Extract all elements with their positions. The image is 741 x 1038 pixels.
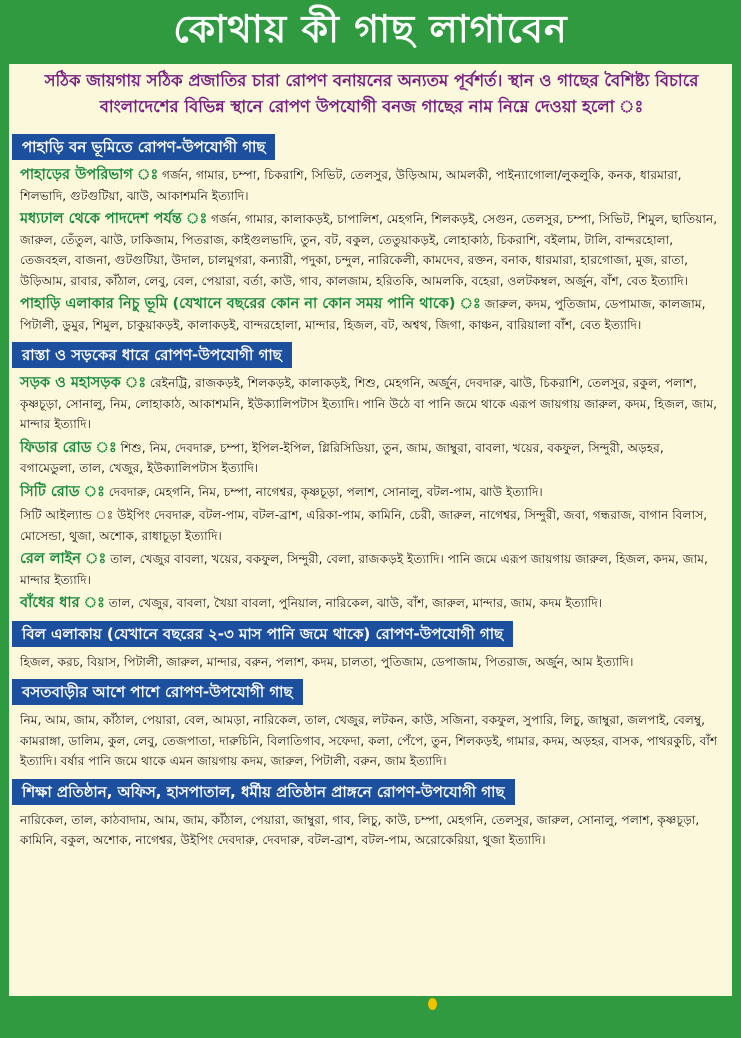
left-border: [0, 0, 9, 1038]
section-wetland: [20, 617, 723, 673]
section-heading: বিল এলাকায় (যেখানে বছরের ২-৩ মাস পানি জমে থাকে) রোপণ-উপযোগী গাছ: [12, 621, 513, 647]
list-item: [20, 593, 723, 614]
entry-text: শিশু, নিম, দেবদারু, চম্পা, ইপিল-ইপিল, গ্লিরিসিডিয়া, তুন, জাম, জাম্বুরা, বাবলা, খয়ের, বকফুল, সিন্দুরী, অড়হর, বগামেডুলা, তাল, খেজুর, ইউক্যালিপটাস ইত্যাদি।: [20, 440, 664, 475]
section-homestead: [20, 675, 723, 772]
page-title: কোথায় কী গাছ লাগাবেন: [0, 0, 741, 64]
entry-label: ফিডার রোড ঃ: [20, 439, 117, 456]
entry-label: সিটি রোড ঃ: [20, 483, 105, 500]
footer-bar: [0, 996, 741, 1038]
list-item: সিটি আইল্যান্ড ঃ উইপিং দেবদারু, বটল-পাম, বটল-ব্রাশ, এরিকা-পাম, কামিনি, চেরী, জারুল, নাগেশ্বর, সিন্দুরী, জবা, গন্ধরাজ, বাগান বিলাস, মোসেন্ডা, থুজা, অশোক, রাধাচূড়া ইত্যাদি।: [20, 508, 708, 543]
list-item: নিম, আম, জাম, কাঁঠাল, পেয়ারা, বেল, আমড়া, নারিকেল, তাল, খেজুর, লটকন, কাউ, সজিনা, বকফুল, সুপারি, লিচু, জাম্বুরা, জলপাই, বেলম্বু, কামরাঙ্গা, ডালিম, কুল, লেবু, তেজপাতা, দারুচিনি, বিলাতিগাব, সফেদা, কলা, পেঁপে, তুন, শিলকড়ই, গামার, কদম, অড়হর, বাসক, পাথরকুচি, বাঁশ ইত্যাদি। বর্ষার পানি জমে থাকে এমন জায়গায় কদম, জারুল, পিটালী, বরুন, জাম ইত্যাদি।: [20, 713, 718, 768]
entry-label: রেল লাইন ঃ: [20, 551, 107, 567]
list-item: [20, 438, 723, 479]
entry-text: তাল, খেজুর বাবলা, খয়ের, বকফুল, সিন্দুরী, বেলা, রাজকড়ই ইত্যাদি। পানি জমে এরূপ জায়গায় জারুল, হিজল, কদম, জাম, মান্দার ইত্যাদি।: [20, 552, 708, 587]
entry-label: পাহাড়ের উপরিভাগ ঃ: [20, 167, 159, 183]
entry-text: রেইনট্রি, রাজকড়ই, শিলকড়ই, কালাকড়ই, শিশু, মেহগনি, অর্জুন, দেবদারু, ঝাউ, চিকরাশি, তেলসুর, রকুল, পলাশ, কৃষ্ণচূড়া, সোনালু, নিম, লোহাকাঠ, আকাশমনি, ইউক্যালিপটাস ইত্যাদি। পানি উঠে বা পানি জমে থাকে এরূপ জায়গায় জারুল, কদম, হিজল, জাম, মান্দার ইত্যাদি।: [20, 376, 718, 431]
list-item: [20, 373, 723, 435]
section-hill-forest: [20, 130, 723, 335]
entry-text: দেবদারু, মেহগনি, নিম, চম্পা, নাগেশ্বর, কৃষ্ণচূড়া, পলাশ, সোনালু, বটল-পাম, ঝাউ ইত্যাদি।: [104, 484, 543, 499]
entry-text: গর্জন, গামার, কালাকড়ই, চাপালিশ, মেহগনি, শিলকড়ই, সেগুন, তেলসুর, চম্পা, সিভিট, শিমুল, ছাতিয়ান, জারুল, তেঁতুল, ঝাউ, ঢাকিজাম, পিতরাজ, কাইগুলভাদি, তুন, বট, বকুল, তেতুয়াকড়ই, লোহাকাঠ, চিকরাশি, বইলাম, টালি, বান্দরহোলা, তেজবহল, বাজনা, গুটগুটিয়া, উদাল, চালমুগরা, কন্যারী, পদুকা, চন্দুল, নারিকেলী, কামদেব, রক্তন, বনাক, ধারমারা, হারগোজা, মুজ, রাতা, উড়িআম, রাবার, কাঁঠাল, লেবু, বেল, পেয়ারা, বর্তা, কাউ, গাব, কালজাম, হরিতকি, আমলকি, বহেরা, ওলটকম্বল, অর্জুন, বাঁশ, বেত ইত্যাদি।: [20, 212, 718, 288]
section-heading: রাস্তা ও সড়কের ধারে রোপণ-উপযোগী গাছ: [12, 342, 292, 368]
entry-text: গর্জন, গামার, চম্পা, চিকরাশি, সিভিট, তেলসুর, উড়িআম, আমলকী, পাইন্যাগোলা/লুকলুকি, কনক, ধারমারা, শিলভাদি, গুটগুটিয়া, ঝাউ, আকাশমনি ইত্যাদি।: [20, 168, 682, 203]
main-content: [20, 68, 723, 854]
entry-label: পাহাড়ি এলাকার নিচু ভূমি (যেখানে বছরের কোন না কোন সময় পানি থাকে) ঃ: [20, 296, 481, 312]
section-heading: বসতবাড়ীর আশে পাশে রোপণ-উপযোগী গাছ: [12, 679, 303, 705]
list-item: [20, 549, 723, 590]
leaf-icon: [428, 998, 437, 1010]
entry-label: মধ্যঢাল থেকে পাদদেশ পর্যন্ত ঃ: [20, 211, 208, 227]
right-border: [732, 0, 741, 1038]
intro-text: সঠিক জায়গায় সঠিক প্রজাতির চারা রোপণ বনায়নের অন্যতম পূর্বশর্ত। স্থান ও গাছের বৈশিষ্ট্য বিচারে বাংলাদেশের বিভিন্ন স্থানে রোপণ উপযোগী বনজ গাছের নাম নিম্নে দেওয়া হলো ঃ: [44, 71, 699, 116]
list-item: [20, 482, 723, 503]
entry-label: সড়ক ও মহাসড়ক ঃ: [20, 375, 147, 391]
section-heading: পাহাড়ি বন ভূমিতে রোপণ-উপযোগী গাছ: [12, 134, 275, 160]
entry-label: বাঁধের ধার ঃ: [20, 595, 105, 611]
entry-text: তাল, খেজুর, বাবলা, খৈয়া বাবলা, পুনিয়াল, নারিকেল, ঝাউ, বাঁশ, জারুল, মান্দার, জাম, কদম ইত্যাদি।: [104, 596, 603, 610]
list-item: নারিকেল, তাল, কাঠবাদাম, আম, জাম, কাঁঠাল, পেয়ারা, জাম্বুরা, গাব, লিচু, কাউ, চম্পা, মেহগনি, তেলসুর, জারুল, সোনালু, পলাশ, কৃষ্ণচূড়া, কামিনি, বকুল, অশোক, নাগেশ্বর, উইপিং দেবদারু, দেবদারু, বটল-ব্রাশ, বটল-পাম, অরোকেরিয়া, থুজা ইত্যাদি।: [20, 812, 700, 847]
section-heading: শিক্ষা প্রতিষ্ঠান, অফিস, হাসপাতাল, ধর্মীয় প্রতিষ্ঠান প্রাঙ্গনে রোপণ-উপযোগী গাছ: [12, 779, 515, 805]
list-item: [20, 209, 723, 291]
section-roadside: [20, 338, 723, 614]
list-item: হিজল, করচ, বিয়াস, পিটালী, জারুল, মান্দার, বরুন, পলাশ, কদম, চালতা, পুতিজাম, ডেপাজাম, পিতরাজ, অর্জুন, আম ইত্যাদি।: [20, 654, 634, 669]
list-item: [20, 165, 723, 206]
entry-text: জারুল, কদম, পুতিজাম, ডেপামাজ, কালজাম, পিটালী, ডুমুর, শিমুল, চাকুয়াকড়ই, কালাকড়ই, বান্দরহোলা, মান্দার, হিজল, বট, অশ্বথ, জিগা, কাঞ্চন, বারিয়ালা বাঁশ, বেত ইত্যাদি।: [20, 297, 706, 332]
list-item: [20, 294, 723, 335]
section-institution: [20, 775, 723, 851]
